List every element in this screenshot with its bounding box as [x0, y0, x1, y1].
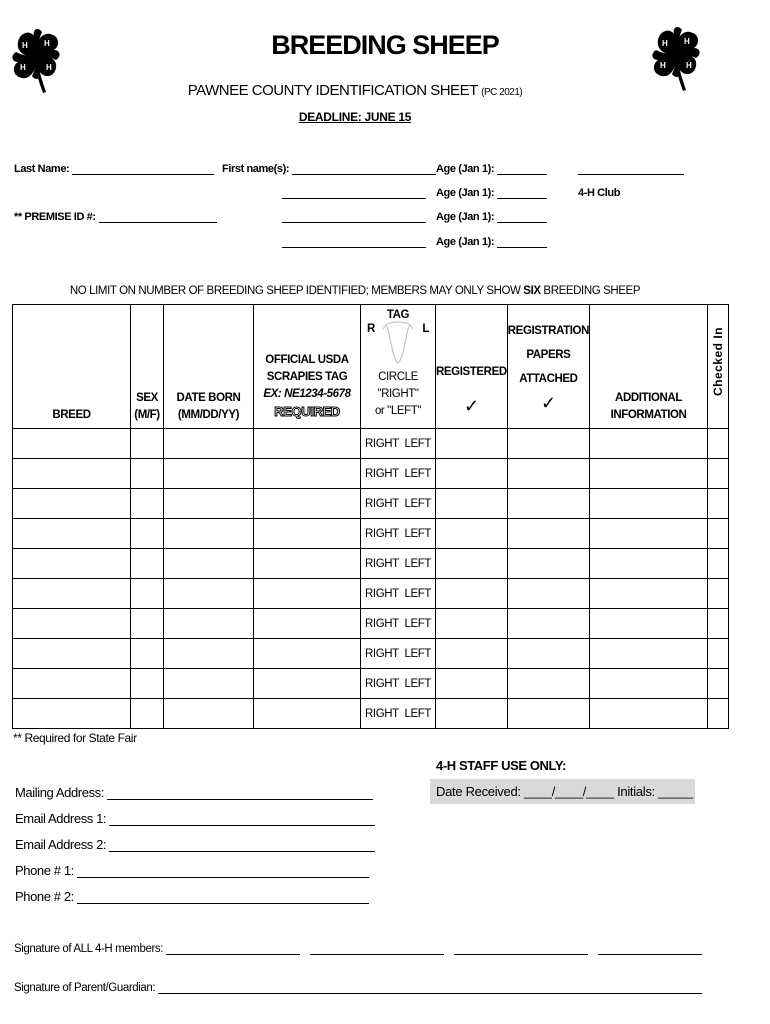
table-cell[interactable]: [13, 609, 131, 639]
table-cell[interactable]: [164, 429, 254, 459]
staff-title: 4-H STAFF USE ONLY:: [436, 758, 567, 773]
table-cell[interactable]: [708, 609, 729, 639]
right-option[interactable]: RIGHT: [365, 587, 399, 600]
tag-side-cell[interactable]: [361, 639, 436, 669]
right-option[interactable]: RIGHT: [365, 677, 399, 690]
left-option[interactable]: LEFT: [404, 497, 431, 510]
table-cell[interactable]: [507, 669, 589, 699]
club-label: 4-H Club: [578, 187, 621, 199]
tag-circle: CIRCLE "RIGHT": [377, 371, 419, 400]
notice-text: NO LIMIT ON NUMBER OF BREEDING SHEEP IDENTIFIED; MEMBERS MAY ONLY SHOW: [69, 285, 524, 297]
table-cell[interactable]: [254, 699, 361, 729]
sheep-table: [12, 304, 729, 729]
table-cell[interactable]: [590, 609, 708, 639]
tag-side-cell[interactable]: [361, 519, 436, 549]
svg-text:H: H: [660, 61, 666, 70]
table-cell[interactable]: [436, 699, 508, 729]
tag-r: R: [367, 323, 375, 335]
tag-side-cell[interactable]: [361, 669, 436, 699]
table-cell[interactable]: [254, 489, 361, 519]
premise-id-field[interactable]: [14, 211, 217, 223]
club-line[interactable]: [578, 163, 684, 175]
table-cell[interactable]: [13, 669, 131, 699]
tag-side-cell[interactable]: [361, 699, 436, 729]
tag-l: L: [422, 323, 429, 335]
subtitle-text: PAWNEE COUNTY IDENTIFICATION SHEET: [187, 82, 478, 99]
table-cell[interactable]: [436, 579, 508, 609]
table-cell[interactable]: [436, 429, 508, 459]
svg-text:H: H: [684, 37, 690, 46]
date-received-box[interactable]: Date Received: ____/____/____ Initials: _____: [430, 779, 695, 804]
phone-1-field[interactable]: Phone # 1:: [15, 863, 369, 878]
left-option[interactable]: LEFT: [404, 557, 431, 570]
table-cell[interactable]: [590, 699, 708, 729]
table-cell[interactable]: [131, 699, 164, 729]
table-cell[interactable]: [13, 429, 131, 459]
svg-text:H: H: [20, 63, 26, 72]
table-cell[interactable]: [436, 549, 508, 579]
notice: [0, 285, 710, 297]
table-cell[interactable]: [254, 429, 361, 459]
sheep-head-icon: [383, 319, 413, 365]
first-name-line-3[interactable]: [282, 211, 426, 223]
phone-2-field[interactable]: Phone # 2:: [15, 889, 369, 904]
first-name-label: First name(s):: [222, 163, 290, 175]
table-cell[interactable]: [13, 639, 131, 669]
age-label: Age (Jan 1):: [436, 187, 495, 199]
first-name-line-4[interactable]: [282, 236, 426, 248]
table-cell[interactable]: [254, 609, 361, 639]
svg-text:H: H: [22, 41, 28, 50]
table-cell[interactable]: [164, 519, 254, 549]
table-row: [13, 669, 729, 699]
table-row: [13, 579, 729, 609]
table-cell[interactable]: [164, 549, 254, 579]
table-cell[interactable]: [254, 459, 361, 489]
left-option[interactable]: LEFT: [404, 617, 431, 630]
table-cell[interactable]: [436, 489, 508, 519]
first-name-field[interactable]: [222, 163, 436, 175]
table-cell[interactable]: [13, 459, 131, 489]
subtitle-code: (PC 2021): [481, 87, 523, 98]
col-papers: REGISTRATION PAPERS ATTACHED ✓: [507, 305, 589, 429]
mailing-address-field[interactable]: Mailing Address:: [15, 785, 373, 800]
check-icon: ✓: [541, 393, 556, 413]
right-option[interactable]: RIGHT: [365, 527, 399, 540]
table-cell[interactable]: [507, 579, 589, 609]
table-cell[interactable]: [13, 579, 131, 609]
table-cell[interactable]: [131, 639, 164, 669]
table-cell[interactable]: [436, 459, 508, 489]
right-option[interactable]: RIGHT: [365, 557, 399, 570]
parent-signature-field[interactable]: Signature of Parent/Guardian:: [14, 982, 702, 994]
age-field[interactable]: [436, 163, 547, 175]
table-cell[interactable]: [13, 549, 131, 579]
table-cell[interactable]: [708, 639, 729, 669]
table-cell[interactable]: [164, 489, 254, 519]
svg-text:H: H: [686, 61, 692, 70]
table-cell[interactable]: [708, 699, 729, 729]
table-cell[interactable]: [131, 609, 164, 639]
tag-title: TAG: [386, 309, 410, 321]
right-option[interactable]: RIGHT: [365, 437, 399, 450]
col-checked-in: Checked In: [708, 305, 729, 429]
table-cell[interactable]: [507, 519, 589, 549]
table-row: [13, 549, 729, 579]
table-cell[interactable]: [590, 669, 708, 699]
table-row: [13, 429, 729, 459]
table-cell[interactable]: [436, 669, 508, 699]
table-cell[interactable]: [436, 519, 508, 549]
col-sex: SEX (M/F): [131, 305, 164, 429]
state-fair-note: ** Required for State Fair: [13, 731, 137, 745]
last-name-label: Last Name:: [14, 163, 70, 175]
table-cell[interactable]: [131, 579, 164, 609]
age-field[interactable]: [436, 236, 547, 248]
table-cell[interactable]: [507, 489, 589, 519]
tag-side-cell[interactable]: [361, 489, 436, 519]
left-option[interactable]: LEFT: [404, 527, 431, 540]
col-tag: [361, 305, 436, 429]
right-option[interactable]: RIGHT: [365, 467, 399, 480]
table-cell[interactable]: [590, 519, 708, 549]
table-cell[interactable]: [436, 639, 508, 669]
age-field[interactable]: [436, 187, 547, 199]
table-cell[interactable]: [13, 699, 131, 729]
table-row: [13, 699, 729, 729]
age-field[interactable]: [436, 211, 547, 223]
table-cell[interactable]: [254, 639, 361, 669]
table-cell[interactable]: [590, 489, 708, 519]
right-option[interactable]: RIGHT: [365, 707, 399, 720]
table-cell[interactable]: [254, 579, 361, 609]
table-cell[interactable]: [436, 609, 508, 639]
table-row: [13, 639, 729, 669]
table-cell[interactable]: [507, 609, 589, 639]
table-cell[interactable]: [131, 429, 164, 459]
table-cell[interactable]: [131, 489, 164, 519]
first-name-line-2[interactable]: [282, 187, 426, 199]
table-cell[interactable]: [507, 459, 589, 489]
table-cell[interactable]: [164, 669, 254, 699]
table-cell[interactable]: [164, 609, 254, 639]
col-registered: REGISTERED ✓: [436, 305, 508, 429]
notice-text-end: BREEDING SHEEP: [540, 285, 641, 297]
last-name-field[interactable]: [14, 163, 214, 175]
table-cell[interactable]: [708, 489, 729, 519]
age-label: Age (Jan 1):: [436, 163, 495, 175]
table-cell[interactable]: [254, 549, 361, 579]
col-usda-tag: OFFICIAL USDA SCRAPIES TAG EX: NE1234-5678 REQUIRED: [254, 305, 361, 429]
tag-or: or "LEFT": [374, 405, 422, 417]
table-cell[interactable]: [131, 549, 164, 579]
right-option[interactable]: RIGHT: [365, 497, 399, 510]
email-2-field[interactable]: Email Address 2:: [15, 837, 375, 852]
required-stamp: REQUIRED: [274, 404, 340, 419]
page-title: BREEDING SHEEP: [271, 30, 499, 60]
table-cell[interactable]: [590, 429, 708, 459]
members-signature-field[interactable]: Signature of ALL 4-H members:: [14, 943, 702, 955]
table-row: [13, 489, 729, 519]
table-cell[interactable]: [590, 639, 708, 669]
svg-text:H: H: [662, 39, 668, 48]
table-row: [13, 519, 729, 549]
table-cell[interactable]: [507, 639, 589, 669]
left-option[interactable]: LEFT: [404, 587, 431, 600]
table-cell[interactable]: [131, 459, 164, 489]
left-option[interactable]: LEFT: [404, 467, 431, 480]
table-row: [13, 609, 729, 639]
table-cell[interactable]: [254, 669, 361, 699]
svg-text:H: H: [46, 63, 52, 72]
notice-bold: SIX: [523, 285, 541, 297]
table-cell[interactable]: [590, 549, 708, 579]
table-cell[interactable]: [507, 699, 589, 729]
table-row: [13, 459, 729, 489]
table-cell[interactable]: [164, 699, 254, 729]
right-option[interactable]: RIGHT: [365, 617, 399, 630]
premise-id-label: ** PREMISE ID #:: [14, 211, 96, 223]
table-cell[interactable]: [164, 579, 254, 609]
tag-side-cell[interactable]: [361, 459, 436, 489]
tag-side-cell[interactable]: [361, 579, 436, 609]
left-option[interactable]: LEFT: [404, 437, 431, 450]
table-cell[interactable]: [590, 459, 708, 489]
page-subtitle: [0, 82, 710, 99]
table-cell[interactable]: [131, 519, 164, 549]
deadline: DEADLINE: JUNE 15: [298, 110, 412, 124]
table-cell[interactable]: [590, 579, 708, 609]
table-cell[interactable]: [708, 549, 729, 579]
svg-text:H: H: [44, 39, 50, 48]
table-cell[interactable]: [708, 669, 729, 699]
check-icon: ✓: [464, 396, 479, 416]
table-cell[interactable]: [164, 639, 254, 669]
table-cell[interactable]: [13, 519, 131, 549]
table-cell[interactable]: [708, 459, 729, 489]
age-label: Age (Jan 1):: [436, 236, 495, 248]
tag-side-cell[interactable]: [361, 429, 436, 459]
table-cell[interactable]: [13, 489, 131, 519]
left-option[interactable]: LEFT: [404, 677, 431, 690]
age-label: Age (Jan 1):: [436, 211, 495, 223]
table-cell[interactable]: [708, 519, 729, 549]
table-cell[interactable]: [164, 459, 254, 489]
left-option[interactable]: LEFT: [404, 647, 431, 660]
table-cell[interactable]: [708, 429, 729, 459]
col-breed: BREED: [13, 305, 131, 429]
col-date-born: DATE BORN (MM/DD/YY): [164, 305, 254, 429]
tag-side-cell[interactable]: [361, 609, 436, 639]
table-cell[interactable]: [507, 429, 589, 459]
table-cell[interactable]: [131, 669, 164, 699]
tag-side-cell[interactable]: [361, 549, 436, 579]
email-1-field[interactable]: Email Address 1:: [15, 811, 375, 826]
table-cell[interactable]: [254, 519, 361, 549]
table-cell[interactable]: [708, 579, 729, 609]
table-cell[interactable]: [507, 549, 589, 579]
col-additional: ADDITIONAL INFORMATION: [590, 305, 708, 429]
left-option[interactable]: LEFT: [404, 707, 431, 720]
right-option[interactable]: RIGHT: [365, 647, 399, 660]
